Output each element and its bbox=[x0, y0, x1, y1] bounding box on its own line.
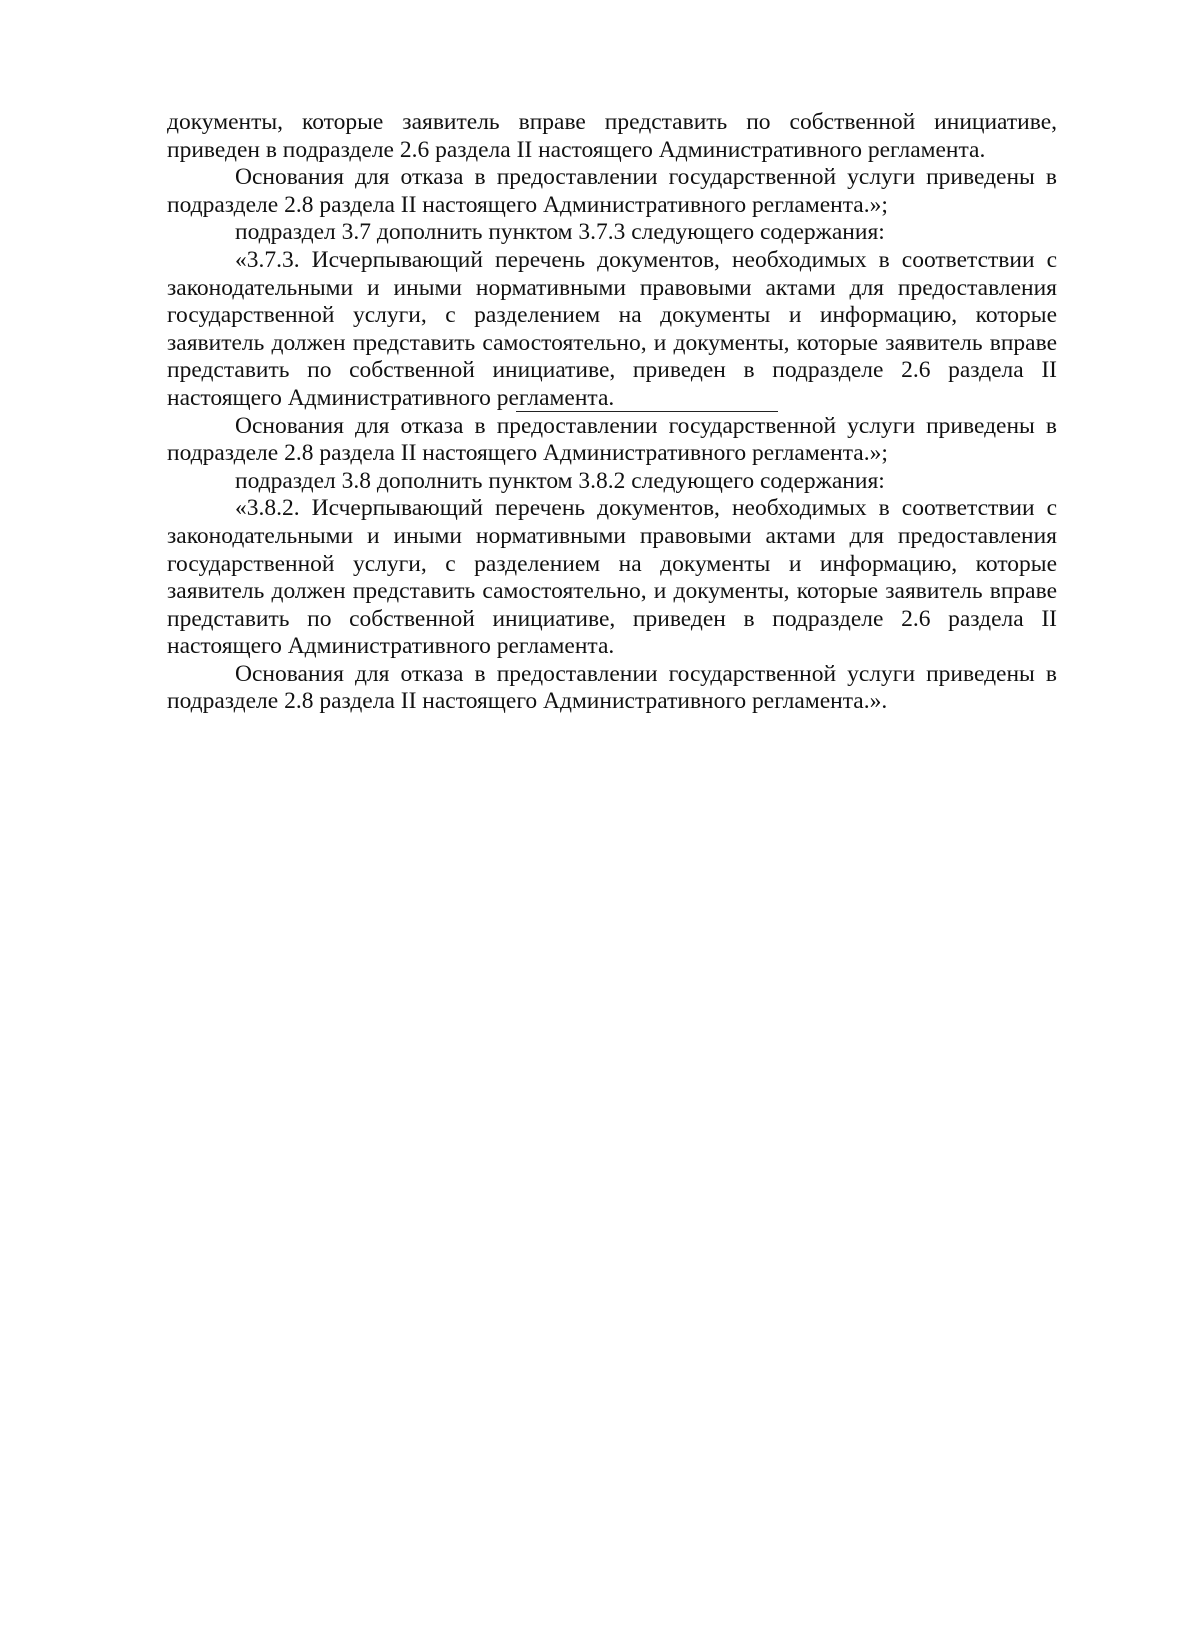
paragraph-refusal-grounds: Основания для отказа в предоставлении государственной услуги приведены в подразделе 2.8 раздела II настоящего Административного регламента.»; bbox=[167, 412, 1057, 467]
document-body bbox=[167, 109, 1057, 716]
paragraph-refusal-grounds-final: Основания для отказа в предоставлении государственной услуги приведены в подразделе 2.8 раздела II настоящего Административного регламента.». bbox=[167, 660, 1057, 715]
paragraph-3-8-2: «3.8.2. Исчерпывающий перечень документов, необходимых в соответствии с законодательными и иными нормативными правовыми актами для предоставления государственной услуги, с разделением на документы и информацию, которые заявитель должен представить самостоятельно, и документы, которые заявитель вправе представить по собственной инициативе, приведен в подразделе 2.6 раздела II настоящего Административного регламента. bbox=[167, 495, 1057, 660]
paragraph-3-7-3: «3.7.3. Исчерпывающий перечень документов, необходимых в соответствии с законодательными и иными нормативными правовыми актами для предоставления государственной услуги, с разделением на документы и информацию, которые заявитель должен представить самостоятельно, и документы, которые заявитель вправе представить по собственной инициативе, приведен в подразделе 2.6 раздела II настоящего Административного регламента. bbox=[167, 246, 1057, 411]
paragraph-amend-3-7: подраздел 3.7 дополнить пунктом 3.7.3 следующего содержания: bbox=[235, 219, 885, 246]
paragraph-continuation: документы, которые заявитель вправе представить по собственной инициативе, приведен в подразделе 2.6 раздела II настоящего Административного регламента. bbox=[167, 109, 1057, 163]
end-of-document-rule bbox=[516, 411, 778, 412]
paragraph-refusal-grounds: Основания для отказа в предоставлении государственной услуги приведены в подразделе 2.8 раздела II настоящего Административного регламента.»; bbox=[167, 164, 1057, 218]
paragraph-amend-3-8: подраздел 3.8 дополнить пунктом 3.8.2 следующего содержания: bbox=[235, 467, 885, 494]
